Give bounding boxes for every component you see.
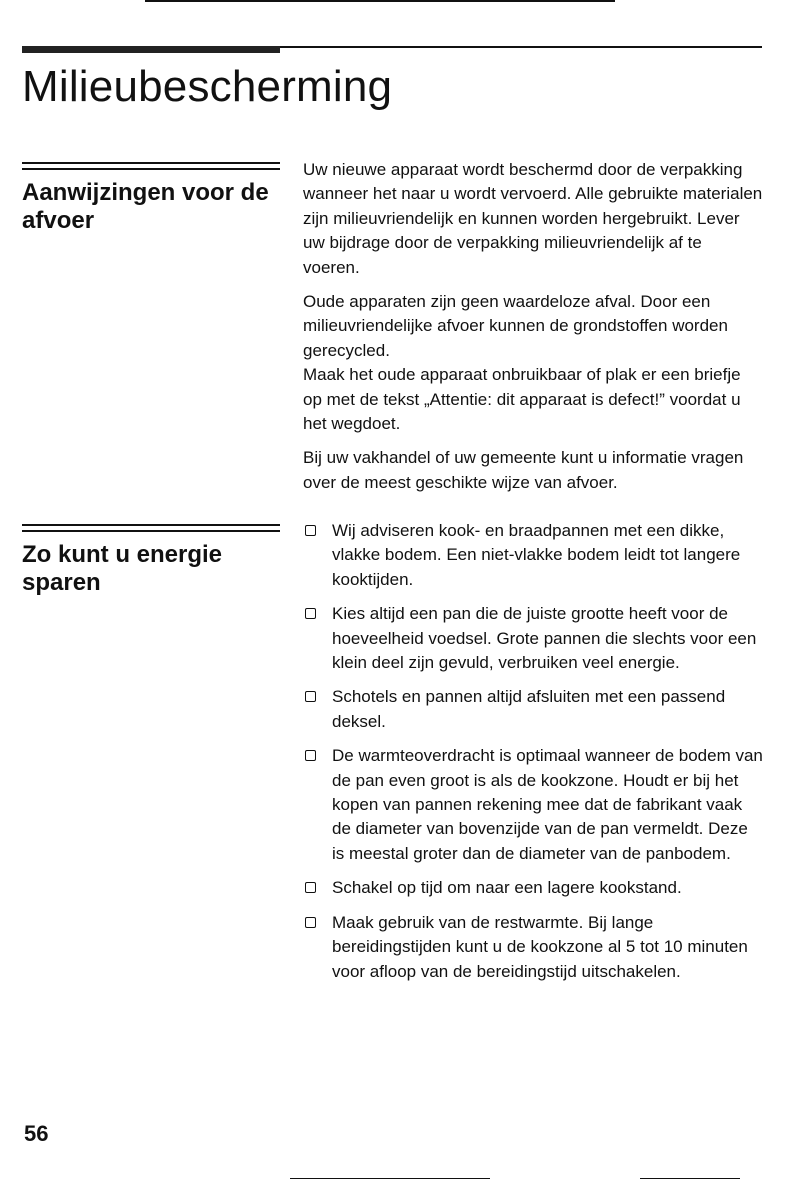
- list-item: [303, 911, 763, 984]
- page-number: 56: [24, 1121, 49, 1146]
- section-heading-energy: Zo kunt u energie sparen: [22, 541, 223, 596]
- list-item: [303, 876, 763, 900]
- disposal-paragraph: Uw nieuwe apparaat wordt beschermd door de verpakking wanneer het naar u wordt vervoerd. Alle gebruikte materialen zijn milieuvriendelijk en kunnen worden hergebruikt. Lever uw bijdrage door de verpakking milieuvriendelijk af te voeren.: [303, 160, 763, 277]
- section-divider-disposal: [22, 162, 280, 170]
- page-title: Milieubescherming: [22, 62, 393, 111]
- checkbox-bullet-icon: [305, 882, 316, 893]
- tips-list: [303, 519, 763, 984]
- checkbox-bullet-icon: [305, 525, 316, 536]
- list-item: [303, 602, 763, 675]
- top-rule: [145, 0, 615, 2]
- disposal-paragraph: Oude apparaten zijn geen waardeloze afval. Door een milieuvriendelijke afvoer kunnen de grondstoffen worden gerecycled.: [303, 292, 728, 360]
- energy-tips: [303, 519, 763, 994]
- checkbox-bullet-icon: [305, 608, 316, 619]
- section-divider-energy: [22, 524, 280, 532]
- checkbox-bullet-icon: [305, 750, 316, 761]
- checkbox-bullet-icon: [305, 691, 316, 702]
- disposal-paragraph: Maak het oude apparaat onbruikbaar of plak er een briefje op met de tekst „Attentie: dit apparaat is defect!” voordat u het wegdoet.: [303, 365, 741, 434]
- tip-text: De warmteoverdracht is optimaal wanneer de bodem van de pan even groot is als de kookzone. Houdt er bij het kopen van pannen rekening mee dat de fabrikant vaak de diameter van bovenzijde van de pan vermeldt. Deze is meestal groter dan de diameter van de panbodem.: [332, 746, 763, 863]
- tip-text: Schotels en pannen altijd afsluiten met een passend deksel.: [332, 687, 726, 731]
- tip-text: Schakel op tijd om naar een lagere kookstand.: [332, 878, 682, 898]
- tip-text: Kies altijd een pan die de juiste grootte heeft voor de hoeveelheid voedsel. Grote pannen die slechts voor een klein deel zijn gevuld, verbruiken veel energie.: [332, 604, 757, 673]
- tip-text: Maak gebruik van de restwarmte. Bij lange bereidingstijden kunt u de kookzone al 5 tot 10 minuten voor afloop van de bereidingstijd uitschakelen.: [332, 912, 748, 981]
- checkbox-bullet-icon: [305, 917, 316, 928]
- bottom-rule: [290, 1178, 490, 1179]
- disposal-paragraph: Bij uw vakhandel of uw gemeente kunt u informatie vragen over de meest geschikte wijze van afvoer.: [303, 448, 744, 492]
- tip-text: Wij adviseren kook- en braadpannen met een dikke, vlakke bodem. Een niet-vlakke bodem leidt tot langere kooktijden.: [332, 521, 741, 589]
- section-heading-disposal: Aanwijzingen voor de afvoer: [22, 179, 269, 234]
- list-item: [303, 519, 763, 592]
- disposal-text: [303, 158, 763, 505]
- list-item: [303, 744, 763, 866]
- header-rule-accent: [22, 46, 280, 53]
- list-item: [303, 685, 763, 734]
- bottom-rule: [640, 1178, 740, 1179]
